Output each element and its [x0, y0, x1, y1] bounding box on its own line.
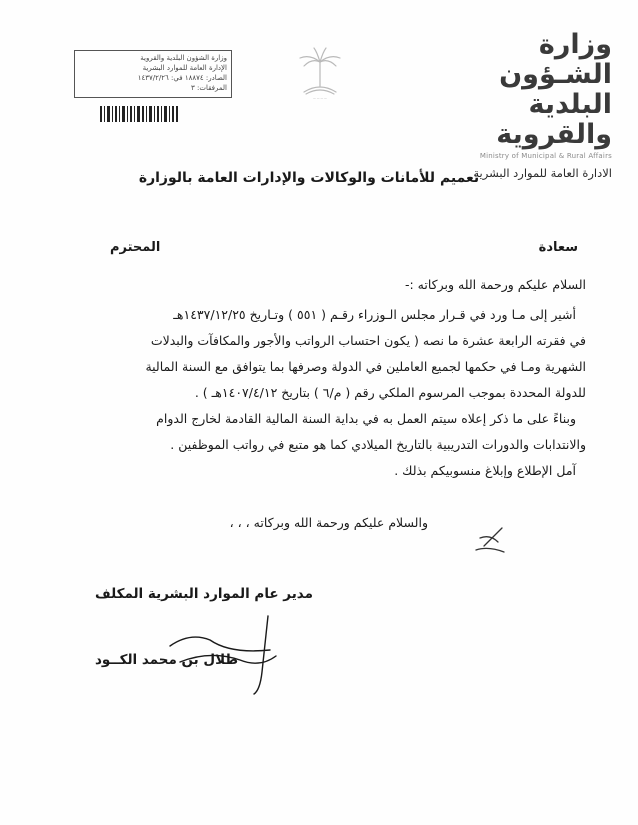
- greeting-line: السلام عليكم ورحمة الله وبركاته :-: [404, 277, 586, 292]
- palm-emblem-icon: [290, 42, 350, 102]
- ministry-name-line2: البلدية والقروية: [496, 89, 612, 150]
- paragraph-3: آمل الإطلاع وإبلاغ منسوبيكم بذلك .: [394, 463, 576, 478]
- circular-heading: تعميم للأمانات والوكالات والإدارات العامة بالوزارة: [138, 170, 480, 186]
- letter-body: [56, 272, 586, 484]
- paragraph-1-line-1: أشير إلى مـا ورد في قـرار مجلس الـوزراء رقـم ( ٥٥١ ) وتـاريخ ١٤٣٧/١٢/٢٥هـ: [173, 307, 576, 322]
- incoming-stamp: [74, 50, 232, 98]
- svg-text:─ ─ ─ ─: ─ ─ ─ ─: [313, 96, 327, 101]
- paragraph-2-line-2: والانتدابات والدورات التدريبية بالتاريخ الميلادي كما هو متبع في رواتب الموظفين .: [170, 437, 586, 452]
- salutation-muhtaram: المحترم: [110, 240, 161, 255]
- ministry-name-line1: وزارة الشـؤون: [499, 29, 612, 90]
- signatory-title: مدير عام الموارد البشرية المكلف: [95, 586, 313, 602]
- signatory-name: طلال بن محمد الكــود: [95, 652, 239, 668]
- paragraph-1-line-4: للدولة المحددة بموجب المرسوم الملكي رقم ( م/٦ ) بتاريخ ١٤٠٧/٤/١٢هـ ) .: [194, 385, 586, 400]
- ministry-name-english: Ministry of Municipal & Rural Affairs: [479, 152, 612, 160]
- barcode-icon: [100, 106, 178, 122]
- paragraph-1-line-3: الشهرية ومـا في حكمها لجميع العاملين في الدولة وصرفها بما يتوافق مع السنة المالية: [145, 359, 586, 374]
- salutation-saada: سعادة: [538, 240, 578, 255]
- initials-scribble-icon: [470, 524, 510, 556]
- stamp-line-issued: الصادر: ١٨٨٧٤ في: ١٤٣٧/٢/٢٦: [137, 74, 227, 82]
- stamp-line-attachments: المرفقات: ٣: [191, 84, 227, 92]
- stamp-line-ministry: وزارة الشؤون البلدية والقروية: [140, 54, 227, 62]
- ministry-letterhead: [442, 30, 612, 180]
- department-name: الادارة العامة للموارد البشرية: [473, 166, 612, 180]
- paragraph-2-line-1: وبناءً على ما ذكر إعلاه سيتم العمل به في بداية السنة المالية القادمة لخارج الدوام: [156, 411, 576, 426]
- stamp-line-department: الإدارة العامة للموارد البشرية: [142, 64, 227, 72]
- paragraph-1-line-2: في فقرته الرابعة عشرة ما نصه ( يكون احتساب الرواتب والأجور والمكافآت والبدلات: [150, 333, 586, 348]
- closing-line: والسلام عليكم ورحمة الله وبركاته ، ، ،: [229, 515, 428, 530]
